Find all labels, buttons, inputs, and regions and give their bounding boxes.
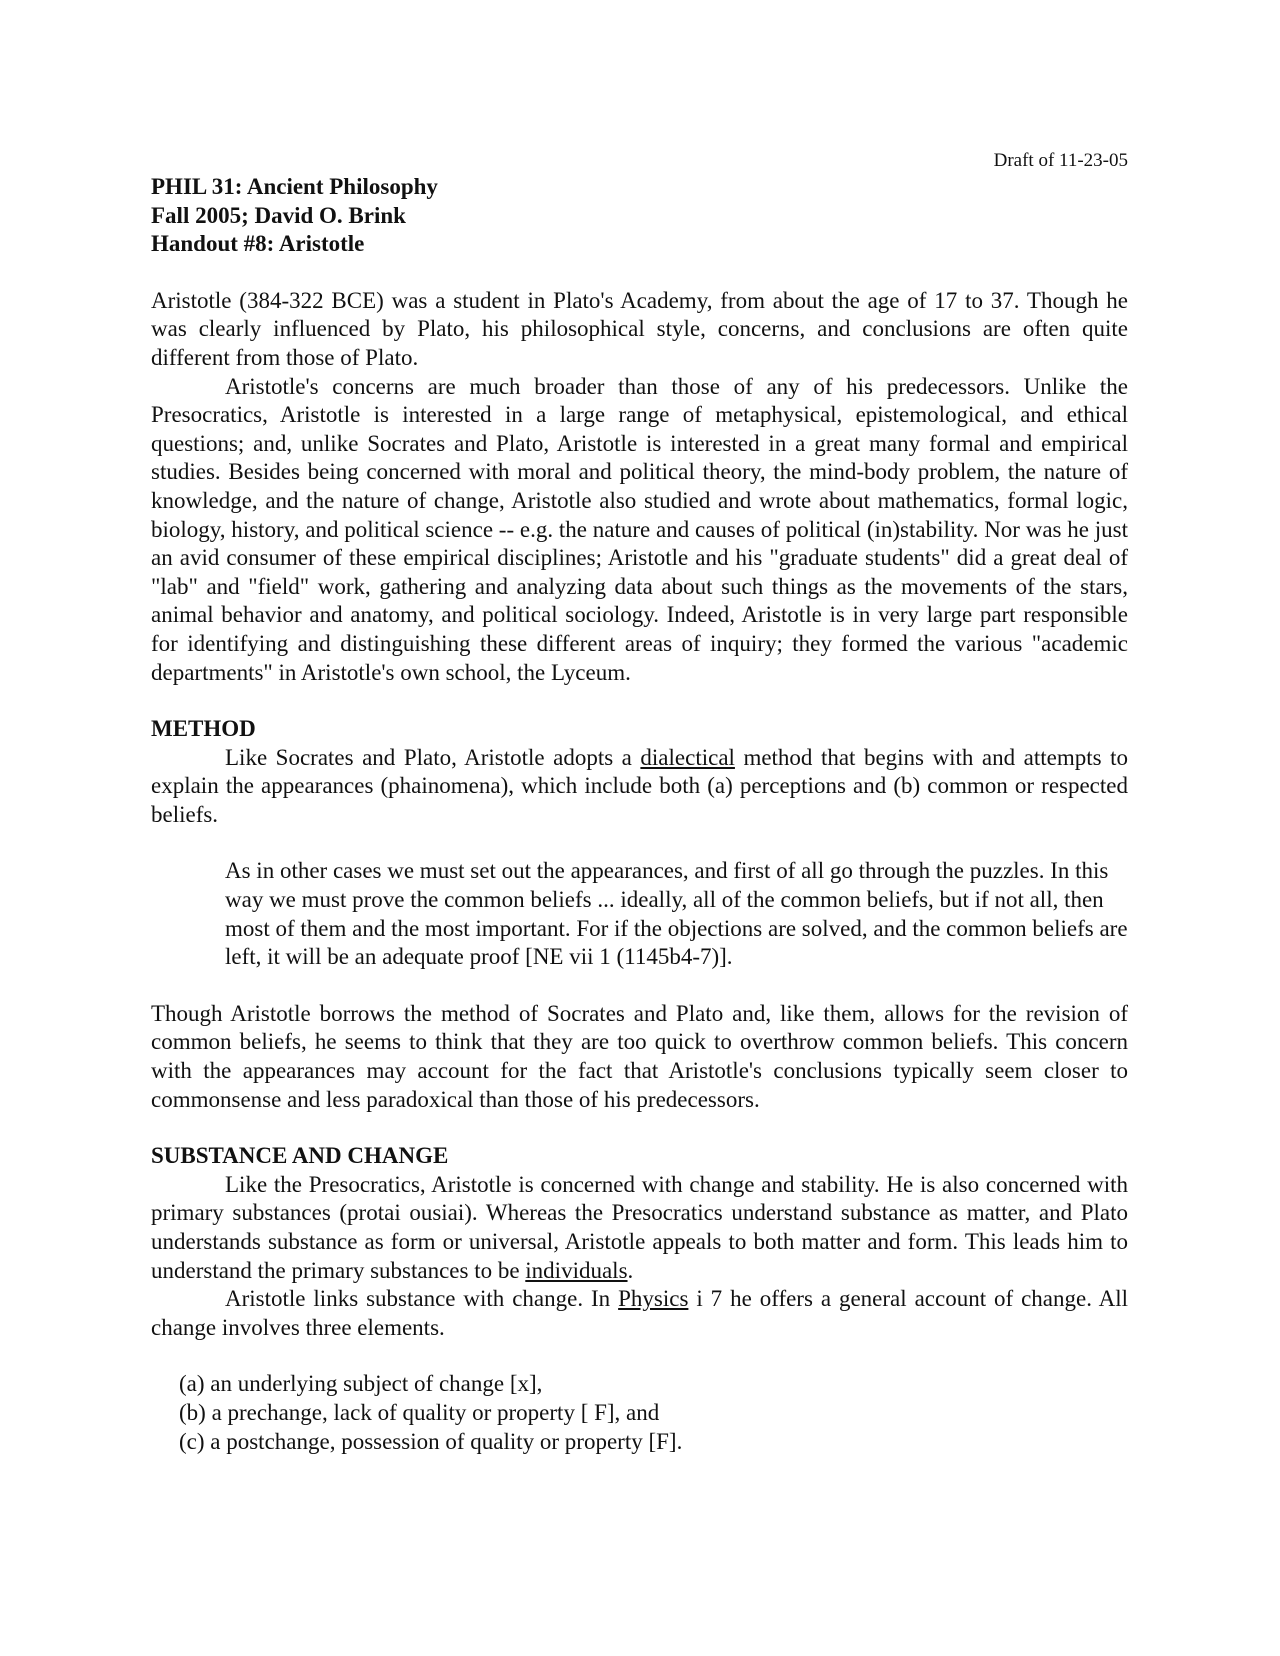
document-header [151, 173, 1128, 259]
block-quote: As in other cases we must set out the appearances, and first of all go through the puzzles. In this way we must prove the common beliefs ... ideally, all of the common beliefs, but if not all, then most of them and the most important. For if the objections are solved, and the common beliefs are left, it will be an adequate proof [NE vii 1 (1145b4-7)]. [225, 858, 1128, 970]
handout-title: Handout #8: Aristotle [151, 231, 365, 257]
physics-title: Physics [618, 1286, 689, 1312]
individuals-term: individuals [525, 1257, 628, 1283]
draft-date: Draft of 11-23-05 [993, 150, 1128, 171]
change-elements-list [179, 1370, 1128, 1456]
intro-paragraph-1: Aristotle (384-322 BCE) was a student in Plato's Academy, from about the age of 17 to 37. Though he was clearly influenced by Plato, his philosophical style, concerns, and conclusions are often quite different from those of Plato. [151, 287, 1128, 370]
substance-p2-text-after: i 7 he offers a general account of change. All change involves three elements. [151, 1286, 1129, 1340]
substance-paragraph-1 [151, 1171, 1128, 1285]
substance-p1-text-before: Like the Presocratics, Aristotle is concerned with change and stability. He is also concerned with primary substances (protai ousiai). Whereas the Presocratics understand substance as matter, and Plato understands substance as form or universal, Aristotle appeals to both matter and form. This leads him to understand the primary substances to be [151, 1171, 1128, 1283]
method-p1-text-before: Like Socrates and Plato, Aristotle adopts a [225, 744, 641, 770]
list-item: (a) an underlying subject of change [x], [179, 1371, 543, 1397]
substance-paragraph-2 [151, 1285, 1128, 1342]
dialectical-term: dialectical [640, 744, 735, 770]
method-heading: METHOD [151, 716, 256, 742]
term-and-author: Fall 2005; David O. Brink [151, 202, 406, 228]
method-p1-text-after: method that begins with and attempts to explain the appearances (phainomena), which include both (a) perceptions and (b) common or respected beliefs. [151, 744, 1128, 827]
intro-paragraph-2: Aristotle's concerns are much broader than those of any of his predecessors. Unlike the Presocratics, Aristotle is interested in a large range of metaphysical, epistemological, and ethical questions; and, unlike Socrates and Plato, Aristotle is interested in a great many formal and empirical studies. Besides being concerned with moral and political theory, the mind-body problem, the nature of knowledge, and the nature of change, Aristotle also studied and wrote about mathematics, formal logic, biology, history, and political science -- e.g. the nature and causes of political (in)stability. Nor was he just an avid consumer of these empirical disciplines; Aristotle and his "graduate students" did a great deal of "lab" and "field" work, gathering and analyzing data about such things as the movements of the stars, animal behavior and anatomy, and political sociology. Indeed, Aristotle is in very large part responsible for identifying and distinguishing these different areas of inquiry; they formed the various "academic departments" in Aristotle's own school, the Lyceum. [151, 373, 1128, 685]
substance-heading: SUBSTANCE AND CHANGE [151, 1143, 449, 1169]
substance-p1-text-after: . [627, 1257, 634, 1283]
method-paragraph-1 [151, 744, 1128, 830]
list-item: (c) a postchange, possession of quality or property [F]. [179, 1428, 683, 1454]
list-item: (b) a prechange, lack of quality or property [ F], and [179, 1399, 660, 1425]
handout-page [151, 150, 1128, 1456]
substance-p2-text-before: Aristotle links substance with change. In [225, 1286, 619, 1312]
method-paragraph-2: Though Aristotle borrows the method of Socrates and Plato and, like them, allows for the revision of common beliefs, he seems to think that they are too quick to overthrow common beliefs. This concern with the appearances may account for the fact that Aristotle's conclusions typically seem closer to commonsense and less paradoxical than those of his predecessors. [151, 1000, 1128, 1112]
course-title: PHIL 31: Ancient Philosophy [151, 174, 438, 199]
